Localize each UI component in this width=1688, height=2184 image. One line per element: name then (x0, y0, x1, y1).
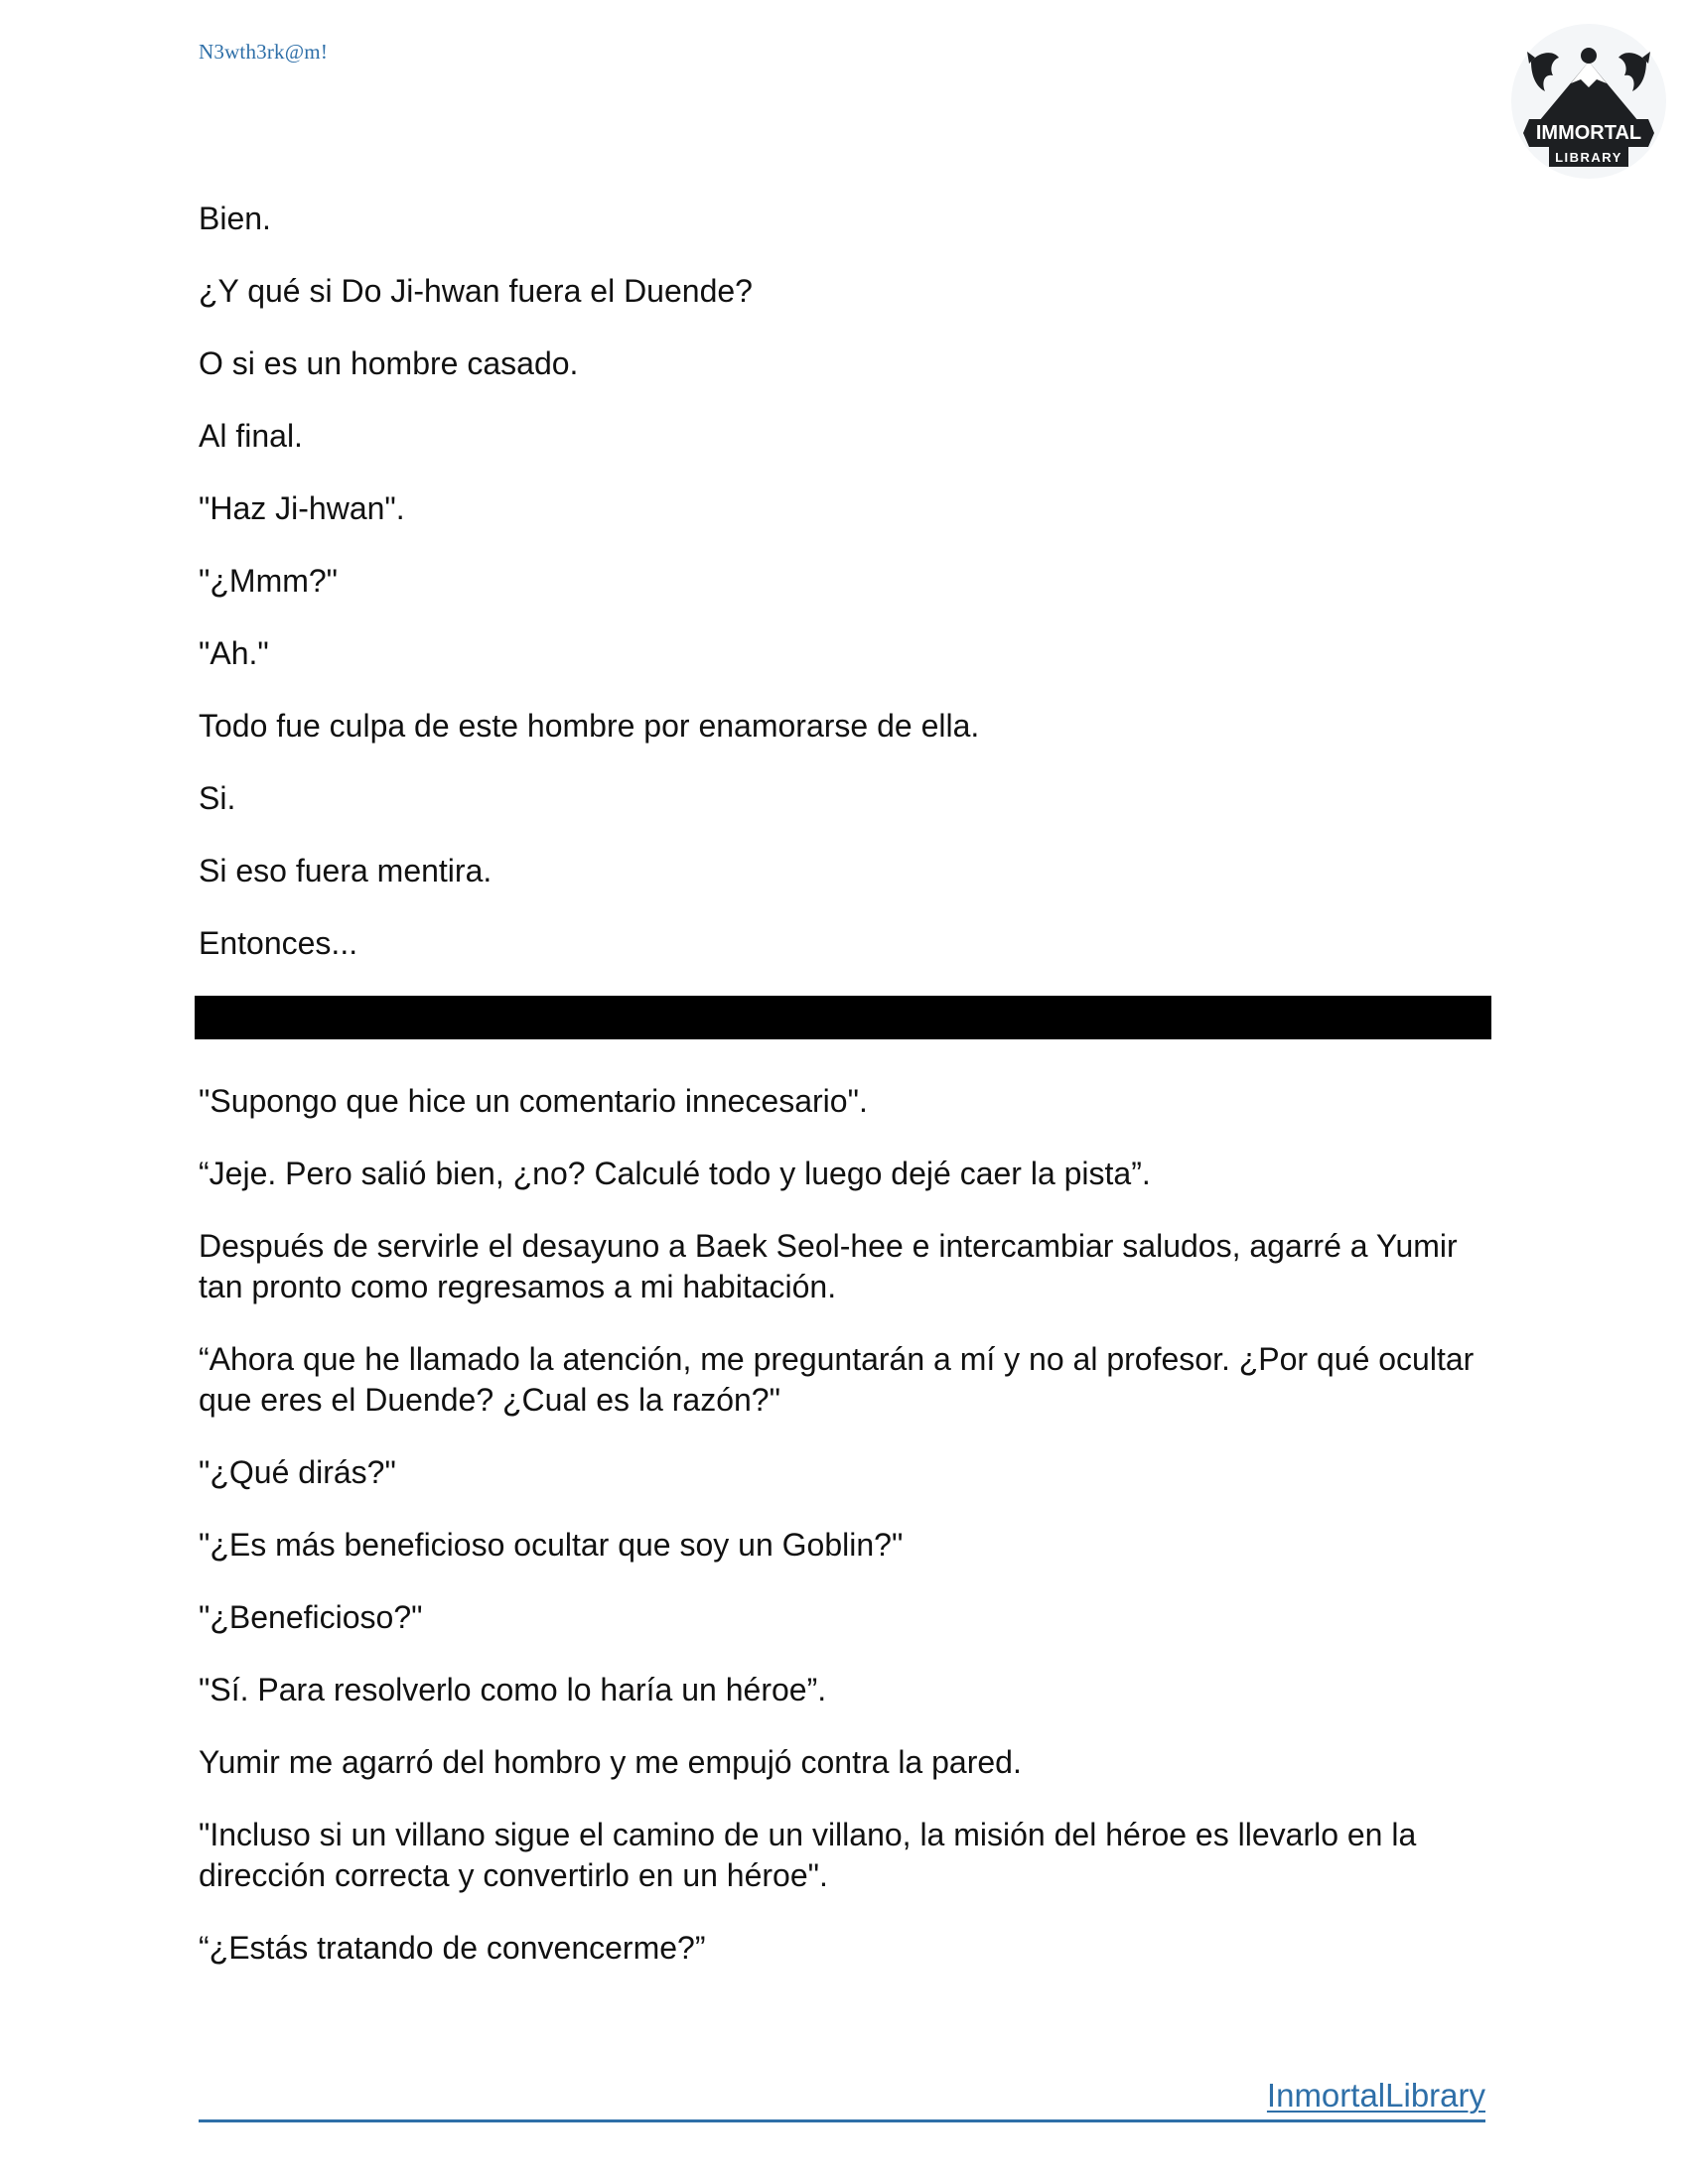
section-before (199, 199, 1499, 964)
dragons-crest-icon (1509, 22, 1668, 181)
paragraph: ¿Y qué si Do Ji-hwan fuera el Duende? (199, 273, 753, 309)
paragraph: "¿Beneficioso?" (199, 1599, 423, 1635)
paragraph: “Ahora que he llamado la atención, me preguntarán a mí y no al profesor. ¿Por qué ocultar que eres el Duende? ¿Cual es la razón?" (199, 1341, 1475, 1418)
paragraph: Todo fue culpa de este hombre por enamorarse de ella. (199, 708, 980, 744)
paragraph: Al final. (199, 418, 303, 454)
paragraph: "Haz Ji-hwan". (199, 490, 405, 526)
paragraph: Yumir me agarró del hombro y me empujó contra la pared. (199, 1744, 1022, 1780)
logo-line2: LIBRARY (1555, 150, 1622, 165)
section-after (199, 1081, 1499, 1969)
logo-line1: IMMORTAL (1535, 122, 1642, 144)
paragraph: “¿Estás tratando de convencerme?” (199, 1930, 706, 1966)
paragraph: "Incluso si un villano sigue el camino de un villano, la misión del héroe es llevarlo en la dirección correcta y convertirlo en un héroe". (199, 1817, 1417, 1893)
paragraph: Si eso fuera mentira. (199, 853, 492, 888)
section-separator-bar (195, 996, 1491, 1039)
paragraph: O si es un hombre casado. (199, 345, 579, 381)
paragraph: Entonces... (199, 925, 358, 961)
paragraph: Después de servirle el desayuno a Baek Seol-hee e intercambiar saludos, agarré a Yumir tan pronto como regresamos a mi habitación. (199, 1228, 1458, 1304)
paragraph: "Supongo que hice un comentario innecesario". (199, 1083, 868, 1119)
paragraph: Bien. (199, 201, 271, 236)
paragraph: "Sí. Para resolverlo como lo haría un héroe”. (199, 1672, 827, 1707)
paragraph: "¿Mmm?" (199, 563, 339, 599)
paragraph: “Jeje. Pero salió bien, ¿no? Calculé todo y luego dejé caer la pista”. (199, 1156, 1151, 1191)
paragraph: Si. (199, 780, 236, 816)
paragraph: "Ah." (199, 635, 269, 671)
footer-link[interactable]: InmortalLibrary (1266, 2077, 1485, 2114)
page-footer (199, 2077, 1485, 2122)
immortal-library-logo (1509, 22, 1668, 181)
document-body (199, 199, 1499, 2000)
paragraph: "¿Qué dirás?" (199, 1454, 396, 1490)
header-watermark: N3wth3rk@m! (199, 40, 329, 64)
paragraph: "¿Es más beneficioso ocultar que soy un Goblin?" (199, 1527, 904, 1563)
